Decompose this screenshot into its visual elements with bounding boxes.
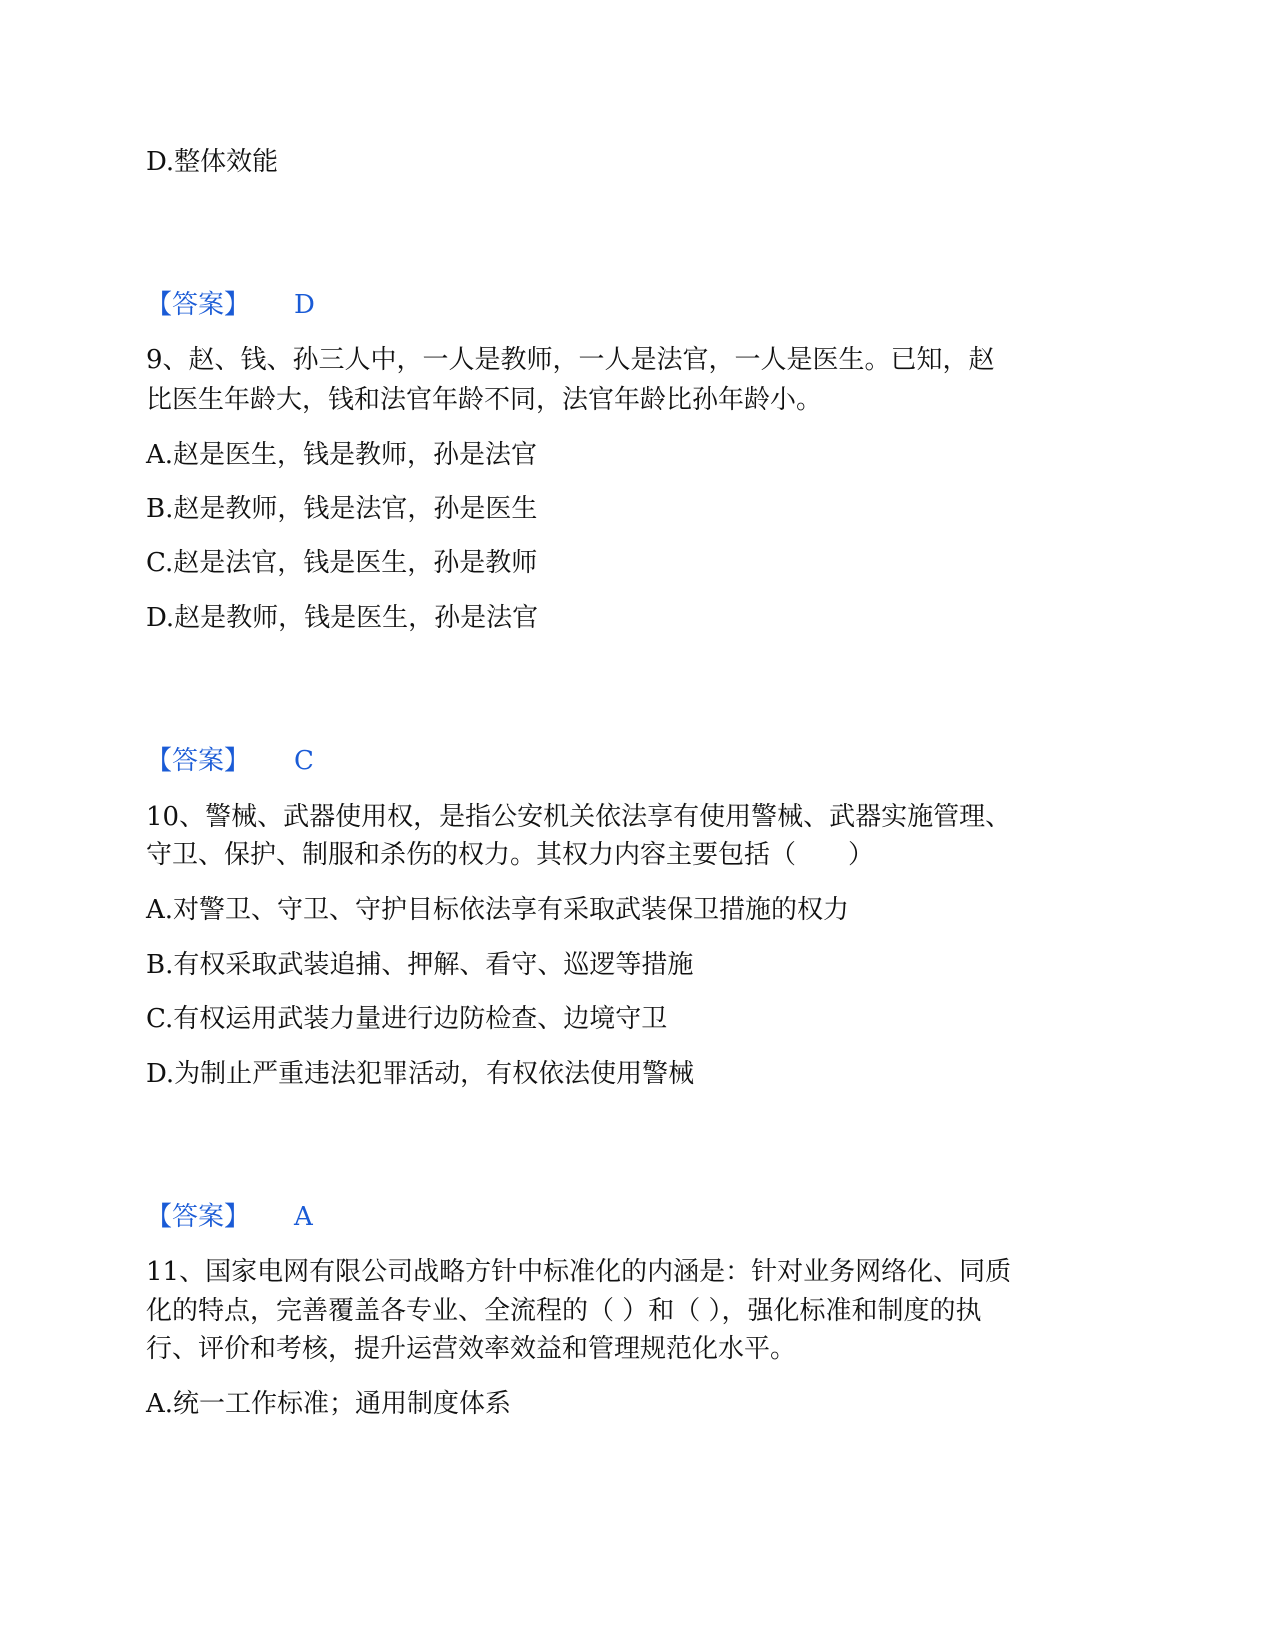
q8-option-d: D.整体效能: [146, 147, 279, 177]
q11-option-a: A.统一工作标准；通用制度体系: [146, 1389, 512, 1419]
q10-option-c: C.有权运用武装力量进行边防检查、边境守卫: [146, 1004, 668, 1034]
q10-stem-line-1: 10、警械、武器使用权，是指公安机关依法享有使用警械、武器实施管理、: [146, 802, 1012, 832]
q10-answer: [146, 1202, 313, 1232]
q10-option-a: A.对警卫、守卫、守护目标依法享有采取武装保卫措施的权力: [146, 895, 850, 925]
q11-stem-line-3: 行、评价和考核，提升运营效率效益和管理规范化水平。: [146, 1334, 797, 1364]
answer-value: C: [294, 746, 314, 776]
q11-stem-line-1: 11、国家电网有限公司战略方针中标准化的内涵是：针对业务网络化、同质: [146, 1257, 1012, 1287]
q9-option-a: A.赵是医生，钱是教师，孙是法官: [146, 440, 538, 470]
answer-label: 【答案】: [146, 1202, 251, 1232]
q9-stem-line-2: 比医生年龄大，钱和法官年龄不同，法官年龄比孙年龄小。: [146, 385, 823, 415]
answer-value: A: [294, 1202, 313, 1232]
q9-stem-line-1: 9、赵、钱、孙三人中，一人是教师，一人是法官，一人是医生。已知，赵: [146, 345, 995, 375]
answer-label: 【答案】: [146, 290, 251, 320]
q10-option-d: D.为制止严重违法犯罪活动，有权依法使用警械: [146, 1059, 695, 1089]
answer-value: D: [294, 290, 315, 320]
q11-stem-line-2: 化的特点，完善覆盖各专业、全流程的（ ）和（ ），强化标准和制度的执: [146, 1296, 982, 1326]
q9-option-b: B.赵是教师，钱是法官，孙是医生: [146, 494, 538, 524]
q9-option-c: C.赵是法官，钱是医生，孙是教师: [146, 548, 538, 578]
q10-option-b: B.有权采取武装追捕、押解、看守、巡逻等措施: [146, 950, 694, 980]
answer-label: 【答案】: [146, 746, 251, 776]
q8-answer: [146, 290, 315, 320]
q10-stem-line-2: 守卫、保护、制服和杀伤的权力。其权力内容主要包括（ ）: [146, 840, 875, 870]
q9-option-d: D.赵是教师，钱是医生，孙是法官: [146, 603, 539, 633]
q9-answer: [146, 746, 314, 776]
